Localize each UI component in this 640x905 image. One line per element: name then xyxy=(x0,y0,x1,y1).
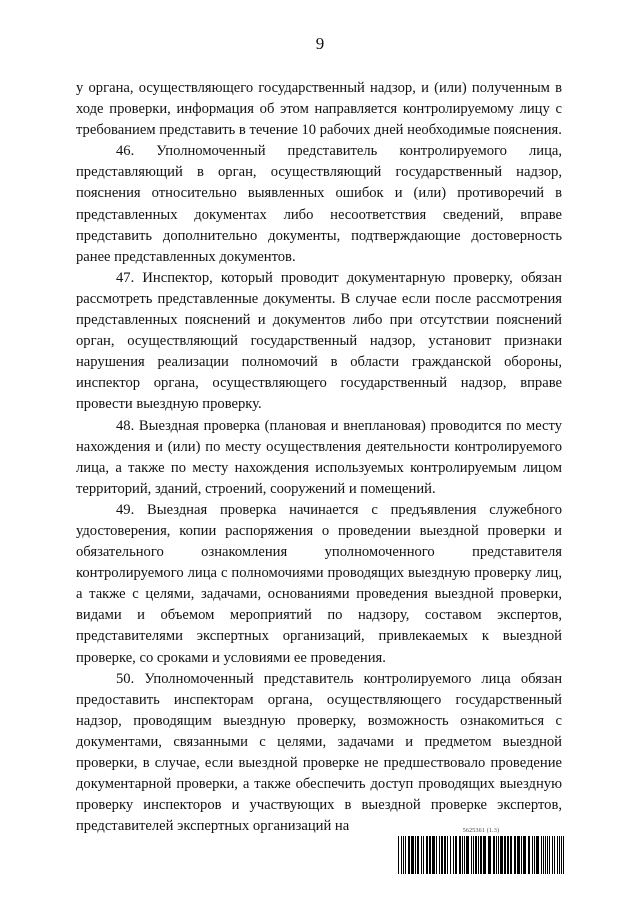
document-body xyxy=(76,78,562,837)
paragraph-47: 47. Инспектор, который проводит документарную проверку, обязан рассмотреть представленные документы. В случае если после рассмотрения представленных пояснений и документов либо при отсутствии пояснений орган, осуществляющий государственный надзор, установит признаки нарушения реализации полномочий в области гражданской обороны, инспектор органа, осуществляющего государственный надзор, вправе провести выездную проверку. xyxy=(76,269,562,413)
paragraph-continuation: у органа, осуществляющего государственный надзор, и (или) полученным в ходе проверки, информация об этом направляется контролируемому лицу с требованием представить в течение 10 рабочих дней необходимые пояснения. xyxy=(76,80,562,139)
paragraph-48: 48. Выездная проверка (плановая и внеплановая) проводится по месту нахождения и (или) по месту осуществления деятельности контролируемого лица, а также по месту нахождения используемых контролируемым лицом территорий, зданий, строений, сооружений и помещений. xyxy=(76,417,562,497)
paragraph-49: 49. Выездная проверка начинается с предъявления служебного удостоверения, копии распоряжения о проведении выездной проверки и обязательного ознакомления уполномоченного представителя контролируемого лица с полномочиями проводящих выездную проверку лиц, а также с целями, задачами, основаниями проведения выездной проверки, видами и объемом мероприятий по надзору, составом экспертов, представителями экспертных организаций, привлекаемых к выездной проверке, со сроками и условиями ее проведения. xyxy=(76,501,562,666)
paragraph-50: 50. Уполномоченный представитель контролируемого лица обязан предоставить инспекторам органа, осуществляющего государственный надзор, проводящим выездную проверку, возможность ознакомиться с документами, связанными с целями, задачами и предметом выездной проверки, в случае, если выездной проверке не предшествовало проведение документарной проверки, а также обеспечить доступ проводящих выездную проверку инспекторов и участвующих в выездной проверке экспертов, представителей экспертных организаций на xyxy=(76,670,562,835)
barcode-code: 5625361 (1.3) xyxy=(462,828,500,834)
page-number: 9 xyxy=(315,34,325,53)
paragraph-46: 46. Уполномоченный представитель контролируемого лица, представляющий в орган, осуществляющий государственный надзор, пояснения относительно выявленных ошибок и (или) противоречий в представленных документах либо несоответствия сведений, вправе представить дополнительно документы, подтверждающие достоверность ранее представленных документов. xyxy=(76,143,562,265)
barcode-block xyxy=(398,828,564,874)
barcode-icon xyxy=(398,836,564,874)
